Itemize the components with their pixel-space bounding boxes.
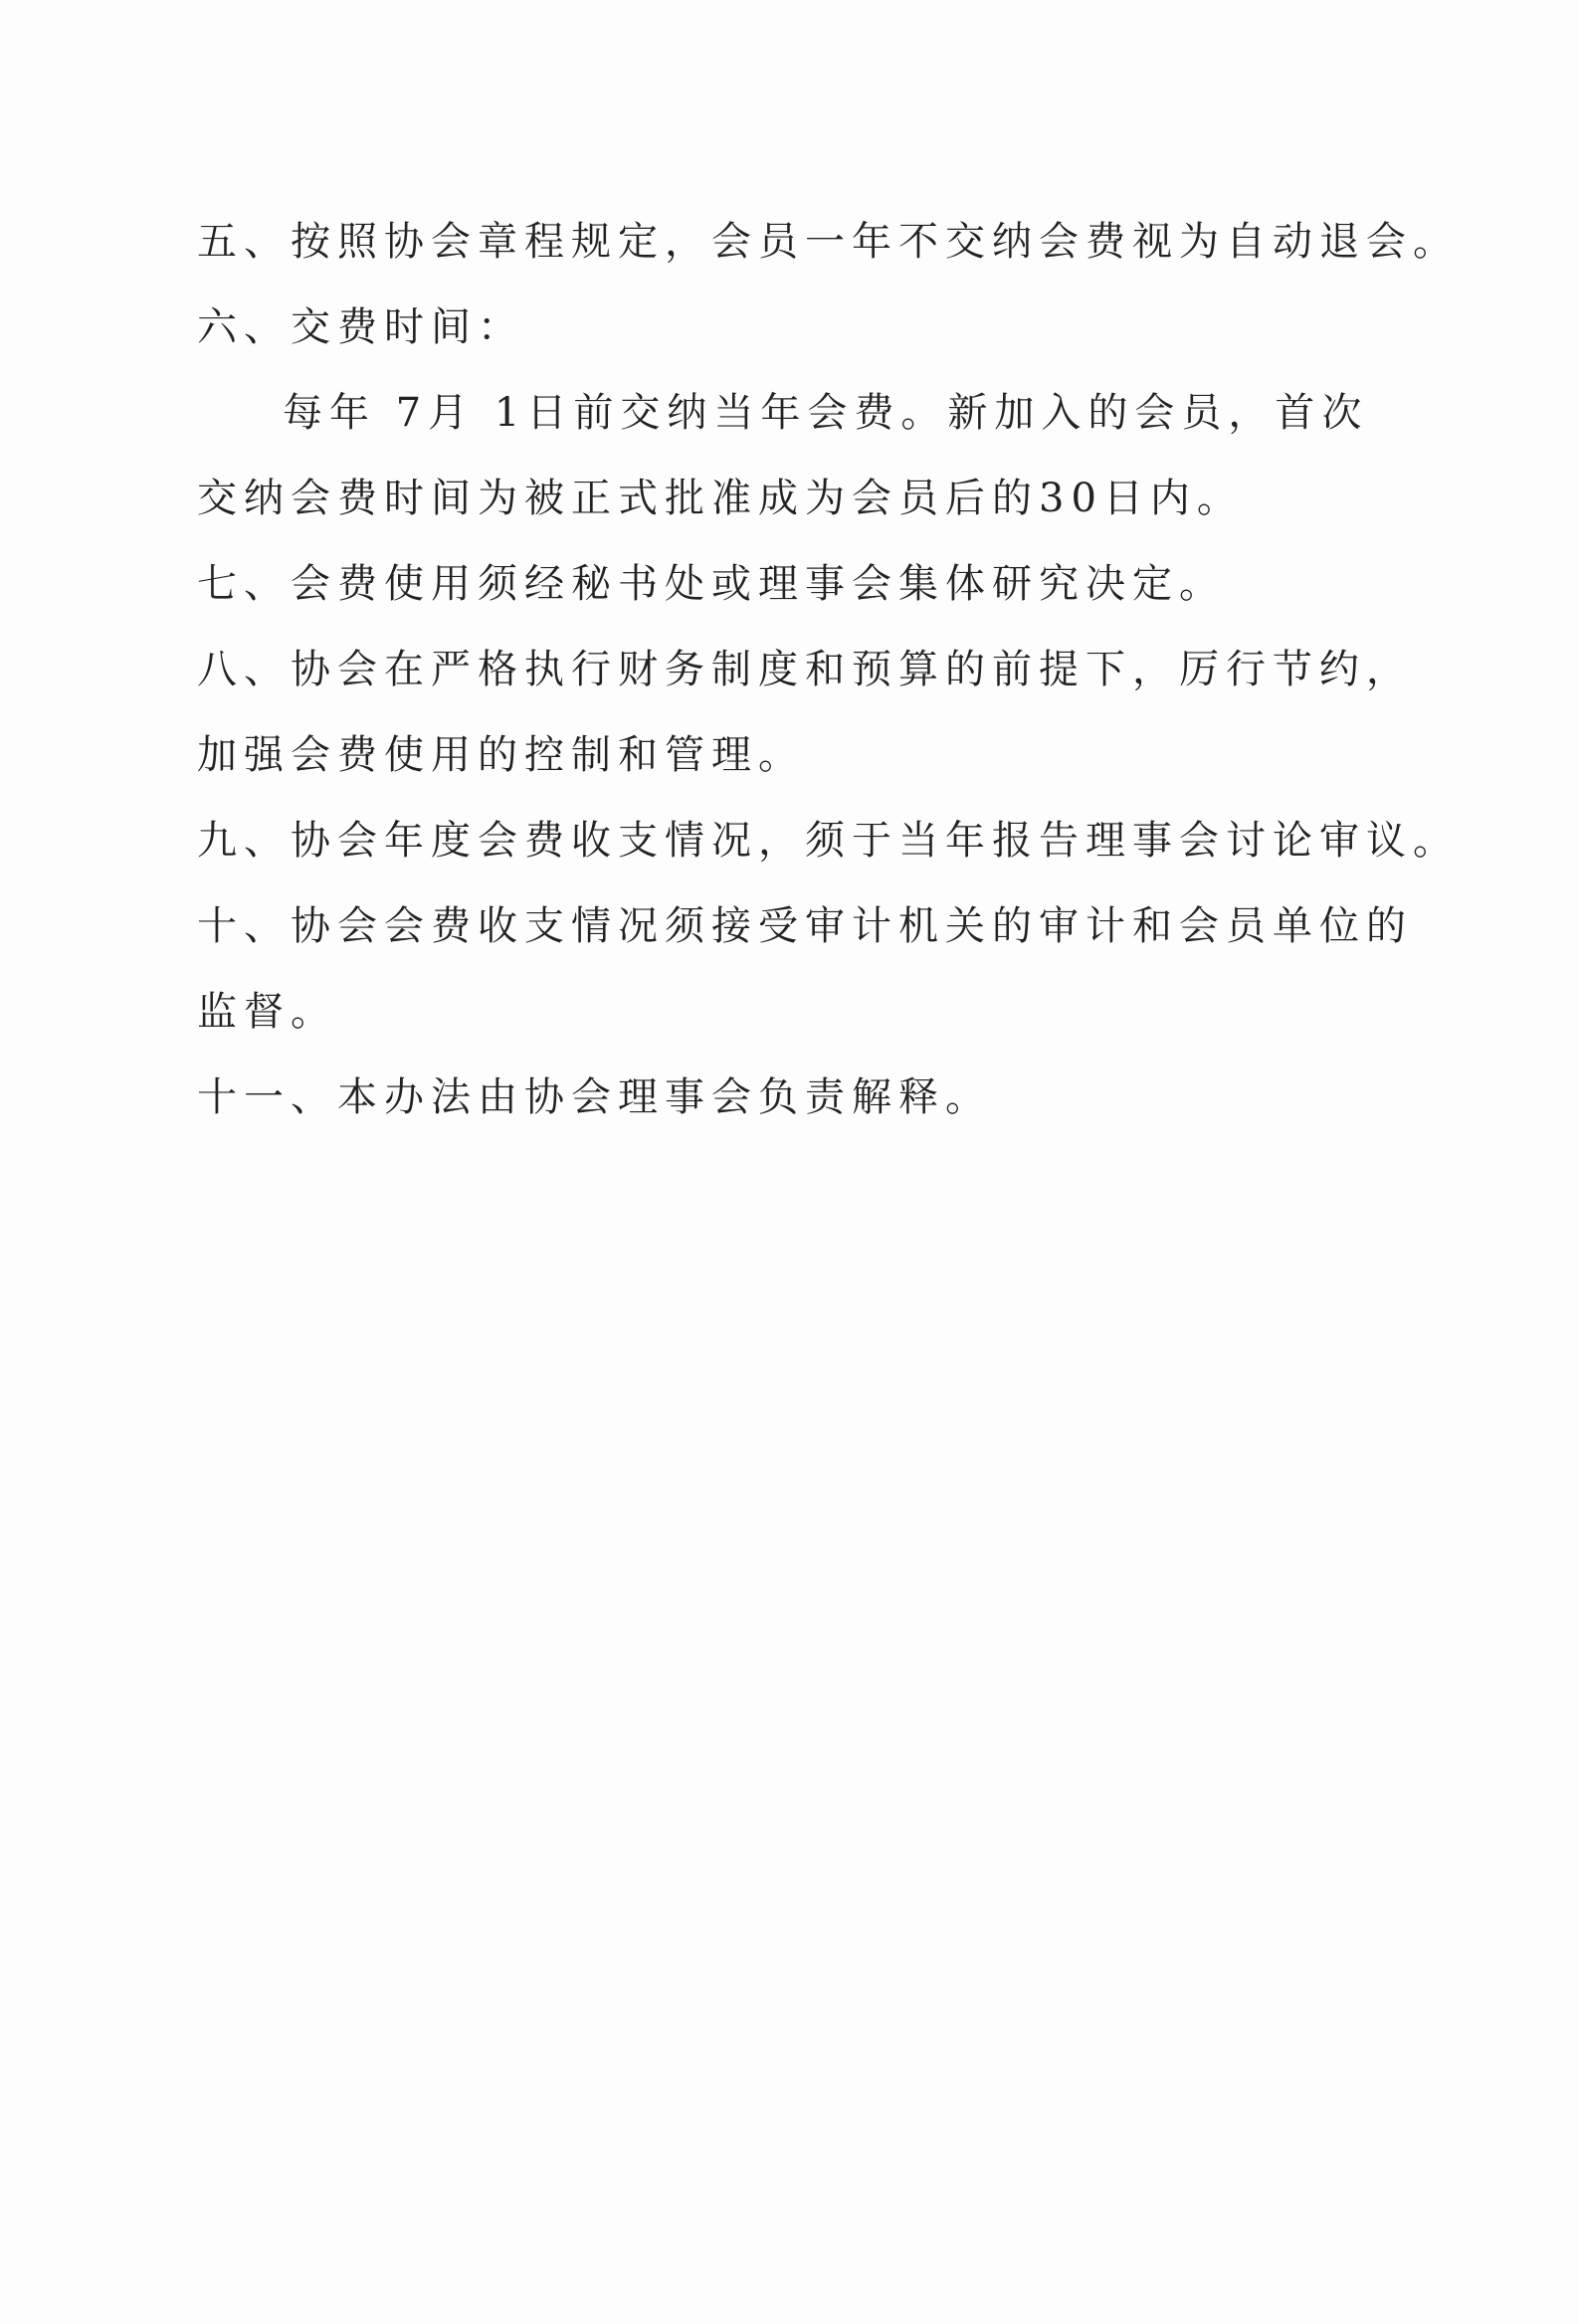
clause-6-heading: 六、交费时间： (197, 304, 524, 350)
document-body (197, 199, 1460, 1140)
clause-9: 九、协会年度会费收支情况，须于当年报告理事会讨论审议。 (197, 818, 1460, 864)
clause-8-line-1: 八、协会在严格执行财务制度和预算的前提下，厉行节约， (197, 647, 1413, 692)
clause-10-line-1: 十、协会会费收支情况须接受审计机关的审计和会员单位的 (197, 903, 1413, 949)
clause-6-text-line-2: 交纳会费时间为被正式批准成为会员后的30日内。 (197, 476, 1244, 521)
clause-8-line-2: 加强会费使用的控制和管理。 (197, 732, 805, 778)
clause-7: 七、会费使用须经秘书处或理事会集体研究决定。 (197, 561, 1226, 607)
clause-11: 十一、本办法由协会理事会负责解释。 (197, 1074, 992, 1120)
clause-5: 五、按照协会章程规定，会员一年不交纳会费视为自动退会。 (197, 219, 1460, 265)
clause-6-text-line-1: 每年 7月 1日前交纳当年会费。新加入的会员，首次 (283, 390, 1369, 436)
clause-10-line-2: 监督。 (197, 989, 337, 1035)
